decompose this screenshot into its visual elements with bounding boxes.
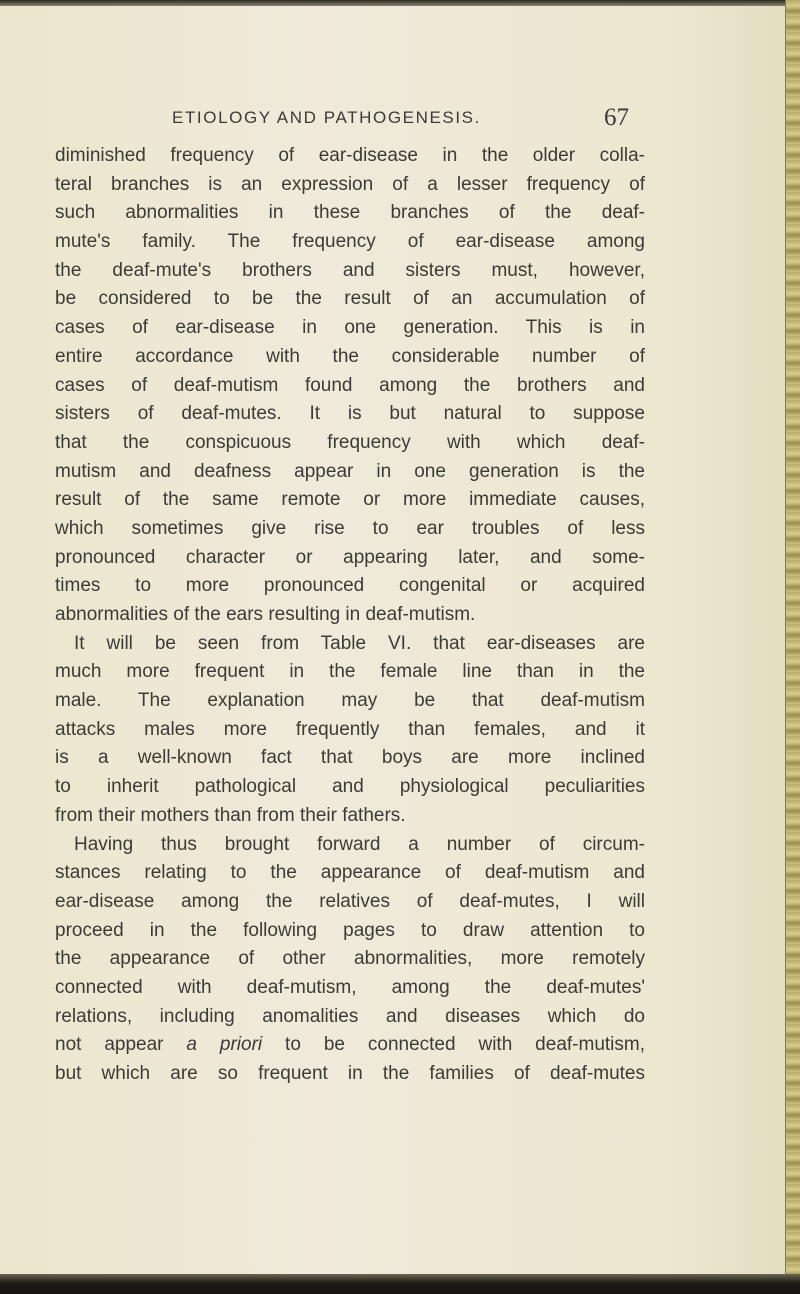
text-line: Having thus brought forward a number of circum- (74, 833, 645, 855)
running-head (0, 104, 800, 134)
text-line: attacks males more frequently than females, and it (55, 718, 645, 740)
text-line: be considered to be the result of an accumulation of (55, 288, 645, 310)
text-line: is a well-known fact that boys are more inclined (55, 747, 645, 769)
text-line: relations, including anomalities and diseases which do (55, 1005, 645, 1027)
text-run: not appear (55, 1034, 187, 1056)
text-line: from their mothers than from their fathers. (55, 804, 406, 826)
text-line: but which are so frequent in the families of deaf-mutes (55, 1063, 645, 1084)
text-line: result of the same remote or more immediate causes, (55, 489, 645, 511)
text-line: diminished frequency of ear-disease in the older colla- (55, 145, 645, 166)
text-line: ear-disease among the relatives of deaf-mutes, I will (55, 890, 645, 912)
text-line: the deaf-mute's brothers and sisters must, however, (55, 259, 645, 281)
text-line: that the conspicuous frequency with which deaf- (55, 431, 645, 453)
text-line: to inherit pathological and physiological peculiarities (55, 776, 645, 798)
text-line: abnormalities of the ears resulting in deaf-mutism. (55, 604, 476, 625)
text-line: It will be seen from Table VI. that ear-diseases are (74, 632, 645, 654)
text-line: sisters of deaf-mutes. It is but natural to suppose (55, 403, 645, 425)
book-binding-edge (785, 0, 800, 1294)
text-line: mute's family. The frequency of ear-disease among (55, 231, 645, 253)
chapter-title: ETIOLOGY AND PATHOGENESIS. (172, 108, 481, 127)
text-line: proceed in the following pages to draw attention to (55, 919, 645, 941)
text-line (55, 1031, 645, 1060)
italic-phrase: a priori (186, 1034, 263, 1056)
text-line: teral branches is an expression of a lesser frequency of (55, 173, 645, 195)
page-bottom-edge (0, 1274, 800, 1294)
text-line: times to more pronounced congenital or acquired (55, 575, 645, 597)
text-line: entire accordance with the considerable number of (55, 345, 645, 367)
text-line: connected with deaf-mutism, among the deaf-mutes' (55, 976, 645, 998)
text-line: pronounced character or appearing later, and some- (55, 546, 645, 568)
body-text (55, 142, 645, 1089)
text-line: such abnormalities in these branches of the deaf- (55, 202, 645, 224)
text-run: to be connected with deaf-mutism, (262, 1034, 645, 1056)
text-line: the appearance of other abnormalities, more remotely (55, 948, 645, 970)
text-line: cases of deaf-mutism found among the brothers and (55, 374, 645, 396)
text-line: cases of ear-disease in one generation. This is in (55, 317, 645, 339)
text-line: mutism and deafness appear in one generation is the (55, 460, 645, 482)
text-line: much more frequent in the female line than in the (55, 661, 645, 683)
page-number: 67 (604, 104, 629, 131)
text-line: male. The explanation may be that deaf-mutism (55, 690, 645, 712)
text-line: stances relating to the appearance of deaf-mutism and (55, 862, 645, 884)
text-line: which sometimes give rise to ear troubles of less (55, 517, 645, 539)
